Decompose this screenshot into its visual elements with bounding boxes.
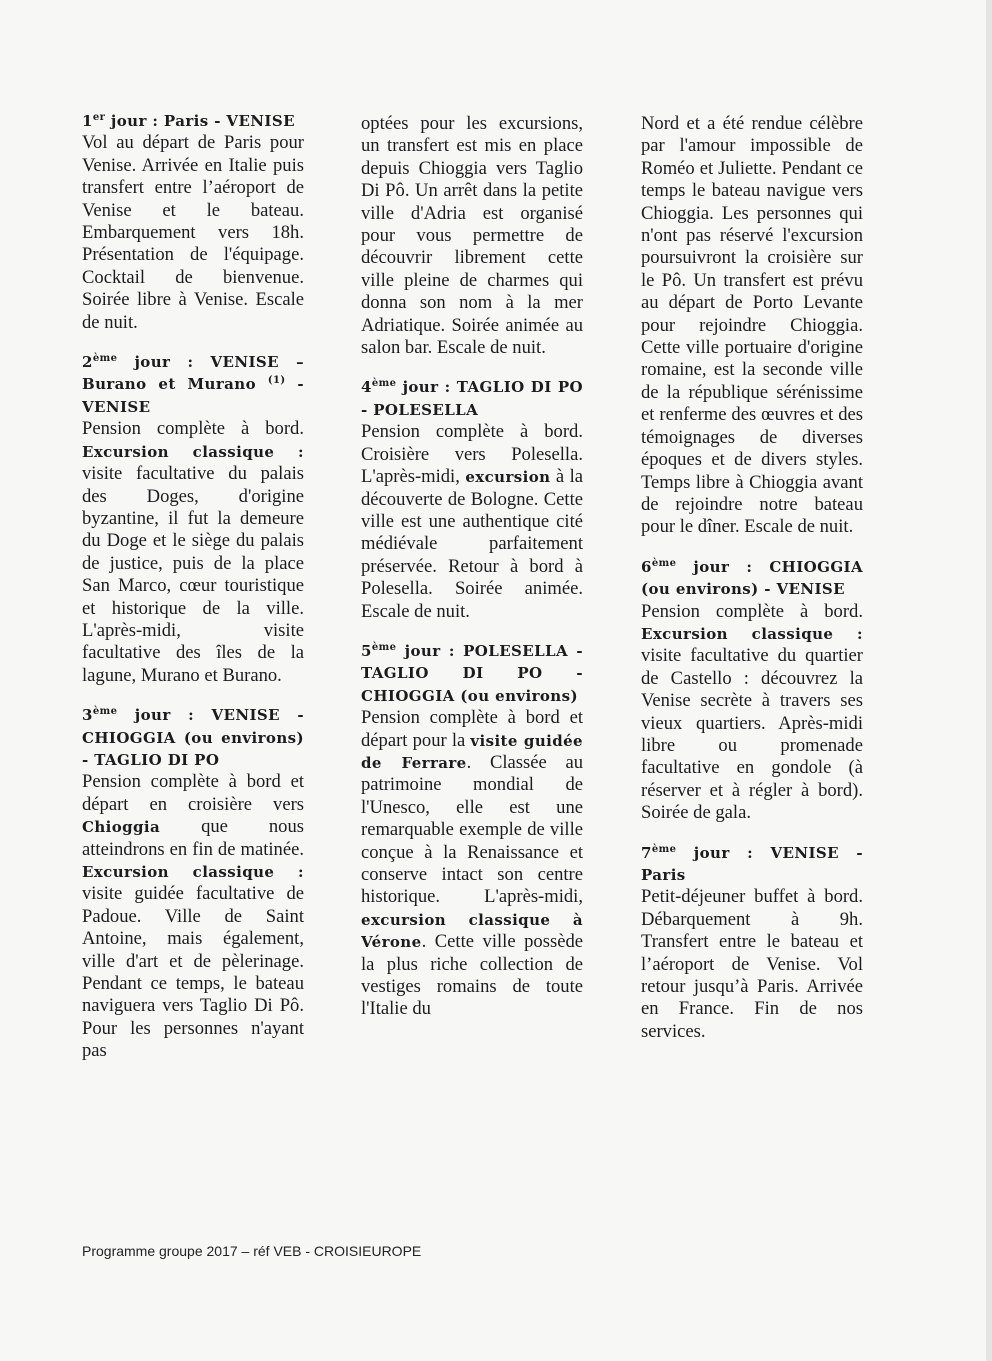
day-description <box>641 113 863 539</box>
day-heading: 2ème jour : VENISE – Burano et Murano $^{(1)}$ - VENISE <box>82 353 305 416</box>
column-3 <box>641 113 863 1060</box>
continued-text: Nord et a été rendue célèbre par l'amour impossible de Roméo et Juliette. Pendant ce temps le bateau navigue vers Chioggia. Les personnes qui n'ont pas réservé l'excursion poursuivront la croisière sur le Pô. Un transfert est prévu au départ de Porto Levante pour rejoindre Chioggia. Cette ville portuaire d'origine romaine, est la seconde ville de la république sérénissime et renferme des œuvres et des témoignages de diverses époques et de divers styles. Temps libre à Chioggia avant de rejoindre notre bateau pour le dîner. Escale de nuit. <box>641 113 863 538</box>
footer: Programme groupe 2017 – réf VEB - CROISIEUROPE <box>82 1243 422 1259</box>
day-description <box>361 113 583 359</box>
day-description: Pension complète à bord. Excursion classique : visite facultative du quartier de Castello : découvrez la Venise secrète à travers ses vieux quartiers. Après-midi libre ou promenade facultative en gondole (à réserver et à régler à bord). Soirée de gala. <box>641 600 863 824</box>
day-heading: 4ème jour : TAGLIO DI PO - POLESELLA <box>361 378 583 419</box>
day-heading: 3ème jour : VENISE - CHIOGGIA (ou environs) - TAGLIO DI PO <box>82 706 304 769</box>
day-heading: 5ème jour : POLESELLA - TAGLIO DI PO - CHIOGGIA (ou environs) <box>361 641 583 705</box>
day-heading: 6ème jour : CHIOGGIA (ou environs) - VENISE <box>641 557 863 599</box>
day-description: Pension complète à bord et départ en croisière vers Chioggia que nous atteindrons en fin de matinée. Excursion classique : visite guidée facultative de Padoue. Ville de Saint Antoine, mais également, ville d'art et de pèlerinage. Pendant ce temps, le bateau naviguera vers Taglio Di Pô. Pour les personnes n'ayant pas <box>82 771 304 1062</box>
day-6 <box>641 556 863 825</box>
day-description: Vol au départ de Paris pour Venise. Arrivée en Italie puis transfert entre l’aéroport de Venise et le bateau. Embarquement vers 18h. Présentation de l'équipage. Cocktail de bienvenue. Soirée libre à Venise. Escale de nuit. <box>82 132 304 333</box>
day-description: Pension complète à bord et départ pour la visite guidée de Ferrare. Classée au patrimoine mondial de l'Unesco, elle est une remarquable exemple de ville conçue à la Renaissance et conserve intact son centre historique. L'après-midi, excursion classique à Vérone. Cette ville possède la plus riche collection de vestiges romains de toute l'Italie du <box>361 707 583 1020</box>
day-5-continued <box>641 113 863 539</box>
day-3 <box>82 704 304 1069</box>
continued-text: optées pour les excursions, un transfert est mis en place depuis Chioggia vers Taglio Di Pô. Un arrêt dans la petite ville d'Adria est organisé pour vous permettre de découvrir librement cette ville pleine de charmes qui donna son nom à la mer Adriatique. Soirée animée au salon bar. Escale de nuit. <box>361 113 583 359</box>
day-description: Pension complète à bord. Croisière vers Polesella. L'après-midi, excursion à la découverte de Bologne. Cette ville est une authentique cité médiévale parfaitement préservée. Retour à bord à Polesella. Soirée animée. Escale de nuit. <box>361 421 583 622</box>
day-2 <box>82 351 304 687</box>
day-heading: 1er jour : Paris - VENISE <box>82 112 295 130</box>
day-3-continued <box>361 113 583 359</box>
column-2 <box>361 113 583 1057</box>
day-description: Petit-déjeuner buffet à bord. Débarquement à 9h. Transfert entre le bateau et l’aéroport de Venise. Vol retour jusqu’à Paris. Arrivée en France. Fin de nos services. <box>641 886 863 1042</box>
column-1 <box>82 110 304 1086</box>
day-7 <box>641 842 863 1044</box>
day-heading: 7ème jour : VENISE - Paris <box>641 843 863 884</box>
day-description: Pension complète à bord. Excursion classique : visite facultative du palais des Doges, d'origine byzantine, il fut la demeure du Doge et le siège du palais de justice, puis de la place San Marco, cœur touristique et historique de la ville. L'après-midi, visite facultative des îles de la lagune, Murano et Burano. <box>82 418 304 686</box>
page-edge <box>986 0 992 1361</box>
day-4 <box>361 376 583 622</box>
day-5 <box>361 640 583 1040</box>
day-1 <box>82 110 304 334</box>
